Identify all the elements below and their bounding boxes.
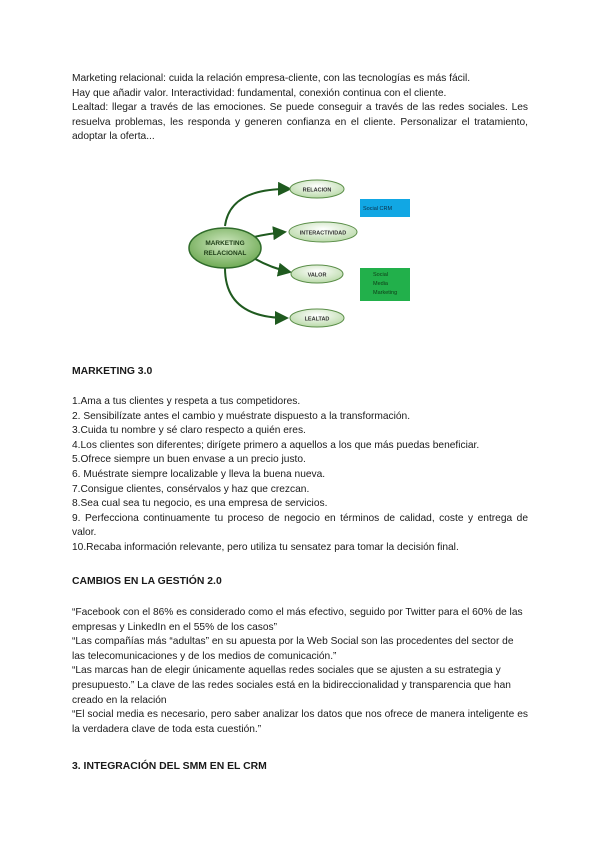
list-item: 8.Sea cual sea tu negocio, es una empresa de servicios. [72,498,328,510]
intro-text [72,72,528,145]
branch-relacion-label: RELACION [302,187,332,194]
list-item: 2. Sensibilízate antes el cambio y muéstrate dispuesto a la transformación. [72,410,411,422]
center-label-2: RELACIONAL [203,250,247,257]
heading-marketing-30: MARKETING 3.0 [72,366,153,377]
quote-paragraph: “Las marcas han de elegir únicamente aquellas redes sociales que se ajusten a su estrategia y presupuesto.” La clave de las redes sociales está en la bidireccionalidad y transparencia que han creado en la relación [72,665,511,706]
marketing-30-list [72,395,528,556]
center-label-1: MARKETING [205,240,245,247]
quote-paragraph: “Facebook con el 86% es considerado como el más efectivo, seguido por Twitter para el 60% de las empresas y LinkedIn en el 55% de los casos” [72,607,523,633]
intro-line-2: Hay que añadir valor. Interactividad: fundamental, conexión continua con el cliente. [72,87,447,99]
quote-paragraph: “Las compañías más “adultas” en su apuesta por la Web Social son las procedentes del sector de las telecomunicaciones y de los medios de comunicación.” [72,636,514,662]
list-item: 3.Cuida tu nombre y sé claro respecto a quién eres. [72,425,306,437]
marketing-relacional-diagram [185,176,425,336]
intro-line-1: Marketing relacional: cuida la relación empresa-cliente, con las tecnologías es más fácil. [72,73,471,84]
list-item: 6. Muéstrate siempre localizable y lleva la buena nueva. [72,468,326,480]
center-ellipse [189,228,261,268]
list-item: 4.Los clientes son diferentes; dirígete primero a aquellos a los que más puedas beneficiar. [72,439,480,451]
heading-integracion-smm: 3. INTEGRACIÓN DEL SMM EN EL CRM [72,761,267,772]
list-item: 5.Ofrece siempre un buen envase a un precio justo. [72,454,306,466]
heading-cambios-gestion: CAMBIOS EN LA GESTIÓN 2.0 [72,576,222,587]
list-item: 1.Ama a tus clientes y respeta a tus competidores. [72,396,301,407]
quote-paragraph: “El social media es necesario, pero saber analizar los datos que nos ofrece de manera inteligente es la verdadera clave de toda esta cuestión.” [72,709,528,735]
list-item: 9. Perfecciona continuamente tu proceso de negocio en términos de calidad, coste y entrega de valor. [72,512,528,539]
box-smm-label-1: Social [373,272,388,278]
branch-lealtad-label: LEALTAD [304,316,330,323]
cambios-text [72,606,528,737]
box-social-crm-label: Social CRM [363,206,393,212]
box-smm-label-3: Marketing [373,290,398,296]
arrow-lealtad [225,268,287,318]
box-smm-label-2: Media [373,281,388,287]
list-item: 10.Recaba información relevante, pero utiliza tu sensatez para tomar la decisión final. [72,541,459,553]
list-item: 7.Consigue clientes, consérvalos y haz que crezcan. [72,483,310,495]
branch-interactividad-label: INTERACTIVIDAD [299,230,347,237]
arrow-relacion [225,189,290,226]
branch-valor-label: VALOR [307,272,327,279]
intro-line-3: Lealtad: llegar a través de las emociones. Se puede conseguir a través de las redes sociales. Les resuelva problemas, les responda y generen confianza en el cliente. Personalizar el tratamiento, adoptar la oferta... [72,102,528,143]
